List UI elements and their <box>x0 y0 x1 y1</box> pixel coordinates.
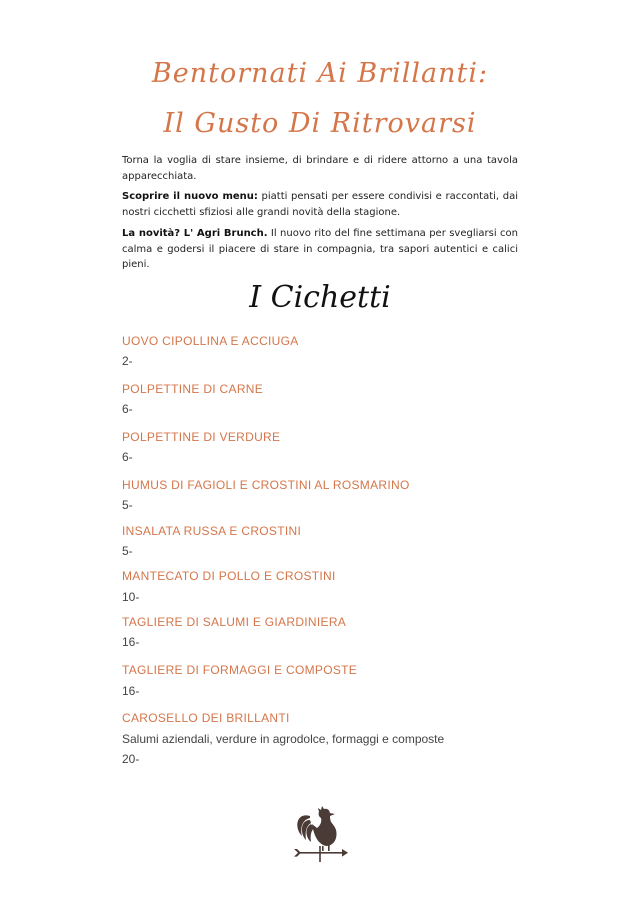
menu-item-price: 10- <box>122 590 140 604</box>
intro-paragraph-2-lead: Scoprire il nuovo menu: <box>122 191 258 202</box>
menu-item-name: POLPETTINE DI CARNE <box>122 382 264 396</box>
menu-item-description: Salumi aziendali, verdure in agrodolce, formaggi e composte <box>122 732 445 746</box>
intro-paragraph-3-lead: La novità? L' Agri Brunch. <box>122 228 268 239</box>
menu-item-name: TAGLIERE DI FORMAGGI E COMPOSTE <box>122 663 358 677</box>
menu-item-name: TAGLIERE DI SALUMI E GIARDINIERA <box>122 615 347 629</box>
menu-item-name: UOVO CIPOLLINA E ACCIUGA <box>122 334 299 348</box>
menu-item-price: 5- <box>122 544 133 558</box>
menu-item-name: INSALATA RUSSA E CROSTINI <box>122 524 302 538</box>
section-title: I Cichetti <box>249 280 391 315</box>
menu-item-name: MANTECATO DI POLLO E CROSTINI <box>122 569 336 583</box>
menu-item-price: 6- <box>122 450 133 464</box>
title-line-2: Il Gusto Di Ritrovarsi <box>163 108 477 139</box>
menu-item-price: 2- <box>122 354 133 368</box>
intro-paragraph-2-text: piatti pensati per essere condivisi e raccontati, dai nostri cicchetti sfiziosi alle grandi novità della stagione. <box>122 191 518 218</box>
menu-item-name: HUMUS DI FAGIOLI E CROSTINI AL ROSMARINO <box>122 478 410 492</box>
intro-paragraph-1: Torna la voglia di stare insieme, di brindare e di ridere attorno a una tavola apparecchiata. <box>122 155 518 182</box>
intro-paragraph-2 <box>122 189 518 220</box>
menu-item-price: 16- <box>122 684 140 698</box>
intro-paragraph-3 <box>122 226 518 273</box>
menu-item-name: POLPETTINE DI VERDURE <box>122 430 281 444</box>
menu-item-price: 6- <box>122 402 133 416</box>
menu-item-price: 5- <box>122 498 133 512</box>
intro-paragraph-3-text: Il nuovo rito del fine settimana per svegliarsi con calma e godersi il piacere di stare in compagnia, tra sapori autentici e calici pieni. <box>122 228 518 270</box>
menu-item-name: CAROSELLO DEI BRILLANTI <box>122 711 290 725</box>
menu-item-price: 16- <box>122 635 140 649</box>
menu-item-price: 20- <box>122 752 140 766</box>
rooster-weathervane-icon <box>290 802 350 864</box>
title-line-1: Bentornati Ai Brillanti: <box>151 58 489 89</box>
